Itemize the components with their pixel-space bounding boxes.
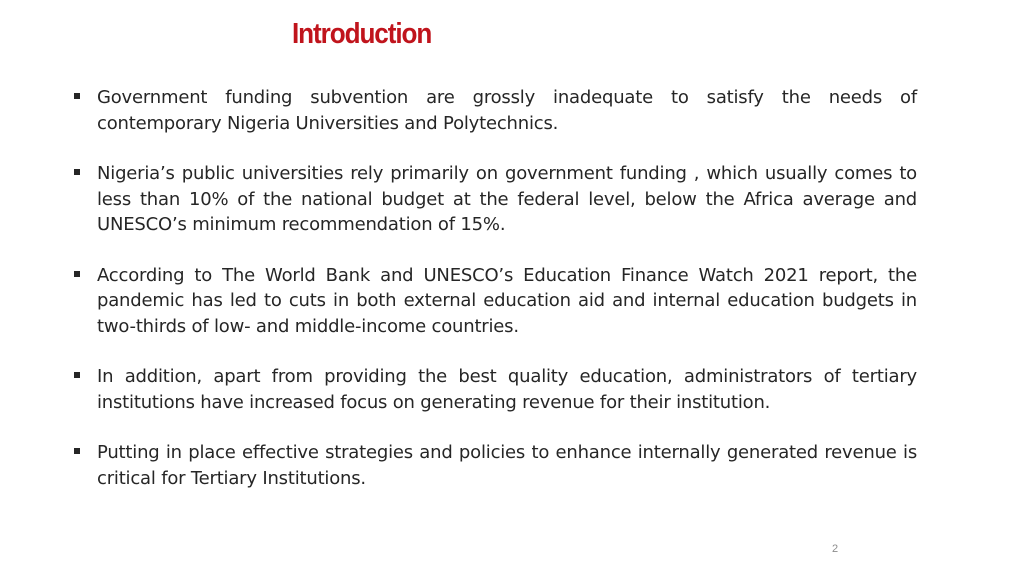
bullet-text: In addition, apart from providing the best quality education, administrators of tertiary institutions have increased focus on generating revenue for their institution. <box>97 366 917 413</box>
slide-title: Introduction <box>292 18 432 50</box>
bullet-text: According to The World Bank and UNESCO’s Education Finance Watch 2021 report, the pandemic has led to cuts in both external education aid and internal education budgets in two-thirds of low- and middle-income countries. <box>97 264 917 337</box>
bullet-text: Putting in place effective strategies and policies to enhance internally generated revenue is critical for Tertiary Institutions. <box>97 442 917 489</box>
square-bullet-icon <box>74 93 80 99</box>
bullet-text: Nigeria’s public universities rely primarily on government funding , which usually comes to less than 10% of the national budget at the federal level, below the Africa average and UNESCO’s minimum recommendation of 15%. <box>97 163 917 235</box>
square-bullet-icon <box>74 448 80 454</box>
square-bullet-icon <box>74 372 80 378</box>
bullet-item <box>74 161 917 238</box>
square-bullet-icon <box>74 169 80 175</box>
bullet-list <box>74 85 917 516</box>
bullet-item <box>74 440 917 491</box>
square-bullet-icon <box>74 271 80 277</box>
bullet-item <box>74 364 917 415</box>
bullet-text: Government funding subvention are grossly inadequate to satisfy the needs of contemporary Nigeria Universities and Polytechnics. <box>97 87 917 134</box>
page-number: 2 <box>832 543 839 555</box>
bullet-item <box>74 85 917 136</box>
bullet-item <box>74 263 917 340</box>
